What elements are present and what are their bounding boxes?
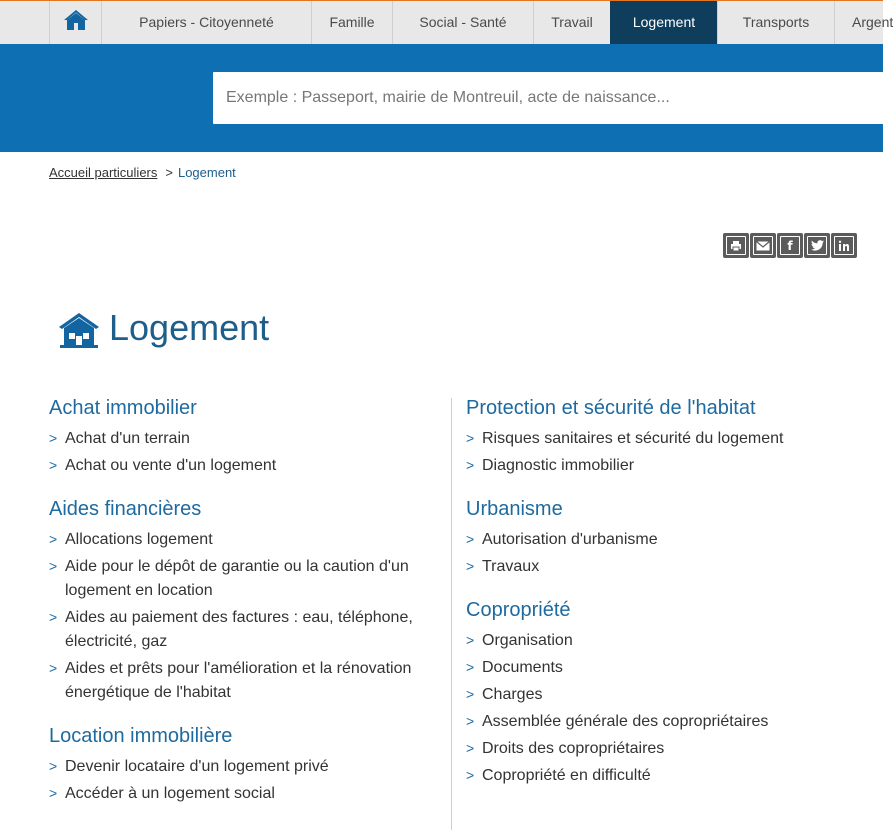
chevron-right-icon: > (466, 457, 475, 473)
link-label: Diagnostic immobilier (482, 457, 635, 474)
link-item[interactable] (466, 683, 866, 707)
section-achat-immobilier (49, 393, 424, 478)
section-title-link[interactable]: Protection et sécurité de l'habitat (466, 397, 756, 419)
link-label: Achat d'un terrain (65, 430, 190, 447)
page-title: Logement (109, 307, 270, 348)
link-label: Charges (482, 686, 543, 703)
section-copropriete (466, 595, 866, 788)
section-urbanisme (466, 494, 866, 579)
column-divider (451, 398, 452, 830)
link-label: Aides au paiement des factures : eau, téléphone, électricité, gaz (65, 609, 413, 650)
chevron-right-icon: > (49, 758, 58, 774)
nav-item-social-sante[interactable]: Social - Santé (392, 1, 533, 44)
link-item[interactable] (49, 528, 424, 552)
chevron-right-icon: > (466, 558, 475, 574)
email-share-button[interactable] (750, 233, 776, 258)
link-label: Aides et prêts pour l'amélioration et la rénovation énergétique de l'habitat (65, 660, 412, 701)
chevron-right-icon: > (49, 660, 58, 676)
link-item[interactable] (466, 764, 866, 788)
chevron-right-icon: > (49, 558, 58, 574)
link-label: Risques sanitaires et sécurité du logement (482, 430, 784, 447)
nav-item-logement[interactable]: Logement (610, 1, 717, 44)
section-title-link[interactable]: Location immobilière (49, 725, 233, 747)
nav-item-famille[interactable]: Famille (311, 1, 392, 44)
section-title-link[interactable]: Aides financières (49, 498, 202, 520)
linkedin-icon (834, 236, 854, 255)
right-column (466, 393, 866, 804)
facebook-share-button[interactable] (777, 233, 803, 258)
chevron-right-icon: > (49, 785, 58, 801)
link-item[interactable] (466, 555, 866, 579)
link-item[interactable] (466, 454, 866, 478)
link-item[interactable] (49, 427, 424, 451)
print-button[interactable] (723, 233, 749, 258)
link-item[interactable] (466, 427, 866, 451)
breadcrumb-home-link[interactable]: Accueil particuliers (49, 165, 158, 180)
link-item[interactable] (466, 737, 866, 761)
link-label: Droits des copropriétaires (482, 740, 665, 757)
breadcrumb-current: Logement (177, 165, 236, 180)
chevron-right-icon: > (466, 659, 475, 675)
link-label: Documents (482, 659, 563, 676)
breadcrumb-separator: > (165, 165, 173, 180)
twitter-share-button[interactable] (804, 233, 830, 258)
search-input[interactable] (213, 72, 893, 124)
link-item[interactable] (466, 528, 866, 552)
link-item[interactable] (466, 656, 866, 680)
link-label: Accéder à un logement social (65, 785, 275, 802)
chevron-right-icon: > (49, 430, 58, 446)
facebook-icon: f (780, 236, 800, 255)
link-item[interactable] (49, 454, 424, 478)
link-label: Copropriété en difficulté (482, 767, 651, 784)
search-banner (0, 44, 883, 152)
share-toolbar (723, 233, 857, 258)
link-label: Allocations logement (65, 531, 213, 548)
link-label: Travaux (482, 558, 540, 575)
chevron-right-icon: > (466, 740, 475, 756)
chevron-right-icon: > (49, 531, 58, 547)
link-item[interactable] (49, 755, 424, 779)
home-icon (63, 8, 89, 37)
print-icon (726, 236, 746, 255)
twitter-icon (807, 236, 827, 255)
home-nav-button[interactable] (49, 1, 101, 44)
main-navigation (0, 0, 893, 44)
nav-item-argent[interactable]: Argent (834, 1, 883, 44)
link-item[interactable] (466, 629, 866, 653)
section-title-link[interactable]: Achat immobilier (49, 397, 197, 419)
chevron-right-icon: > (49, 609, 58, 625)
house-icon (58, 312, 100, 353)
left-column (49, 393, 424, 822)
nav-item-transports[interactable]: Transports (717, 1, 834, 44)
link-item[interactable] (466, 710, 866, 734)
chevron-right-icon: > (466, 767, 475, 783)
link-label: Achat ou vente d'un logement (65, 457, 277, 474)
chevron-right-icon: > (466, 713, 475, 729)
nav-item-papiers[interactable]: Papiers - Citoyenneté (101, 1, 311, 44)
link-item[interactable] (49, 657, 424, 705)
nav-item-travail[interactable]: Travail (533, 1, 610, 44)
link-item[interactable] (49, 606, 424, 654)
link-label: Devenir locataire d'un logement privé (65, 758, 329, 775)
link-label: Organisation (482, 632, 573, 649)
link-label: Autorisation d'urbanisme (482, 531, 658, 548)
chevron-right-icon: > (49, 457, 58, 473)
section-title-link[interactable]: Copropriété (466, 599, 571, 621)
chevron-right-icon: > (466, 686, 475, 702)
section-protection-securite (466, 393, 866, 478)
chevron-right-icon: > (466, 632, 475, 648)
link-item[interactable] (49, 555, 424, 603)
section-aides-financieres (49, 494, 424, 705)
chevron-right-icon: > (466, 531, 475, 547)
linkedin-share-button[interactable] (831, 233, 857, 258)
section-location-immobiliere (49, 721, 424, 806)
breadcrumb (49, 165, 236, 180)
link-label: Assemblée générale des copropriétaires (482, 713, 769, 730)
link-label: Aide pour le dépôt de garantie ou la caution d'un logement en location (65, 558, 409, 599)
email-icon (753, 236, 773, 255)
link-item[interactable] (49, 782, 424, 806)
section-title-link[interactable]: Urbanisme (466, 498, 563, 520)
chevron-right-icon: > (466, 430, 475, 446)
